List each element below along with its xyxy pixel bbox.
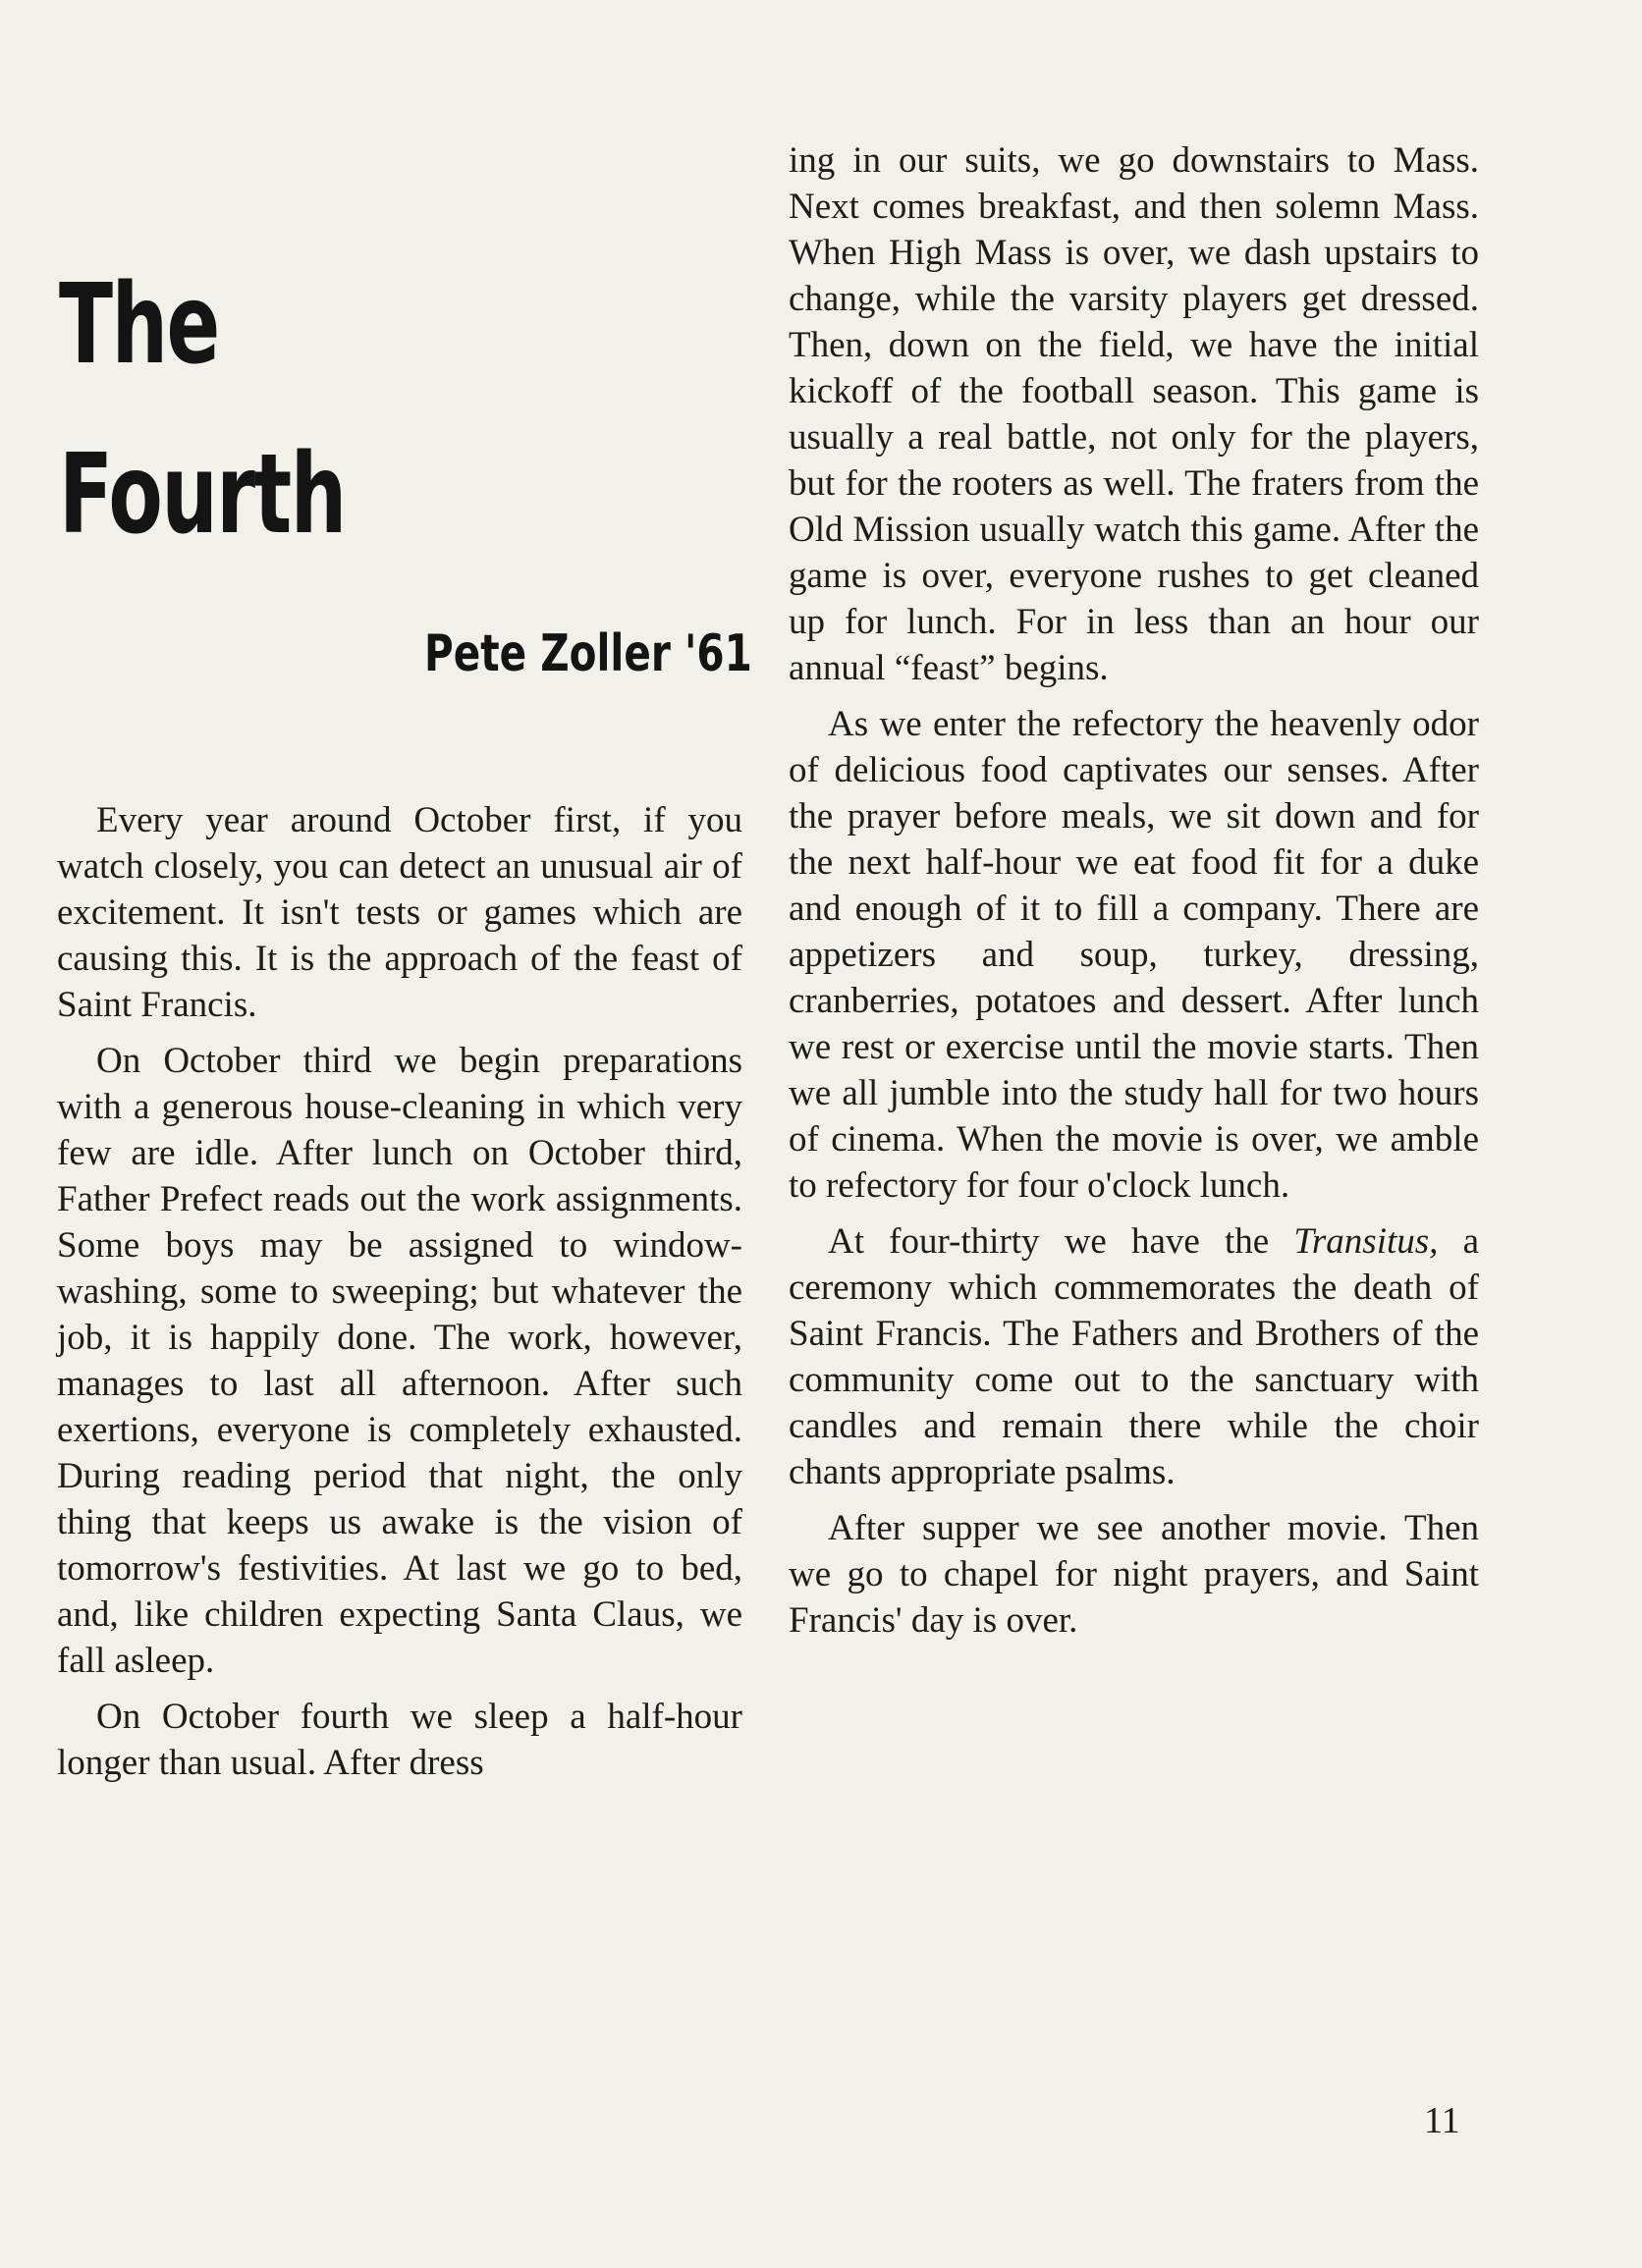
- paragraph-3-continued: ing in our suits, we go downstairs to Mass. Next comes breakfast, and then solemn Mass. When High Mass is over, we dash upstairs to change, while the varsity players get dressed. Then, down on the field, we have the initial kickoff of the football season. This game is usually a real battle, not only for the players, but for the rooters as well. The fraters from the Old Mission usually watch this game. After the game is over, everyone rushes to get cleaned up for lunch. For in less than an hour our annual “feast” begins.: [789, 140, 1479, 688]
- paragraph-3: On October fourth we sleep a half-hour longer than usual. After dress: [57, 1697, 742, 1783]
- paragraph-5-start: At four-thirty we have the: [828, 1221, 1294, 1262]
- paragraph-6: After supper we see another movie. Then we go to chapel for night prayers, and Saint Francis' day is over.: [789, 1508, 1479, 1641]
- article-title-line-1: The: [59, 261, 219, 389]
- paragraph-2: On October third we begin preparations with a generous house-cleaning in which very few are idle. After lunch on October third, Father Prefect reads out the work assignments. Some boys may be assigned to window-washing, some to sweeping; but whatever the job, it is happily done. The work, however, manages to last all afternoon. After such exertions, everyone is completely exhausted. During reading period that night, the only thing that keeps us awake is the vision of tomorrow's festivities. At last we go to bed, and, like children expecting Santa Claus, we fall asleep.: [57, 1041, 742, 1681]
- article-byline: Pete Zoller '61: [424, 624, 752, 683]
- right-text-column: [789, 137, 1479, 1653]
- paragraph-5-end: a ceremony which commemorates the death of Saint Francis. The Fathers and Brothers of the community come out to the sanctuary with candles and remain there while the choir chants appropriate psalms.: [789, 1221, 1479, 1492]
- paragraph-1: Every year around October first, if you watch closely, you can detect an unusual air of excitement. It isn't tests or games which are causing this. It is the approach of the feast of Saint Francis.: [57, 800, 742, 1025]
- page-number: 11: [1424, 2100, 1460, 2141]
- transitus-italic: Transitus,: [1293, 1221, 1439, 1262]
- paragraph-4: As we enter the refectory the heavenly odor of delicious food captivates our senses. After the prayer before meals, we sit down and for the next half-hour we eat food fit for a duke and enough of it to fill a company. There are appetizers and soup, turkey, dressing, cranberries, potatoes and dessert. After lunch we rest or exercise until the movie starts. Then we all jumble into the study hall for two hours of cinema. When the movie is over, we amble to refectory for four o'clock lunch.: [789, 704, 1479, 1206]
- paragraph-5: [789, 1218, 1479, 1495]
- left-text-column: [57, 797, 742, 1796]
- article-title-line-2: Fourth: [59, 431, 346, 559]
